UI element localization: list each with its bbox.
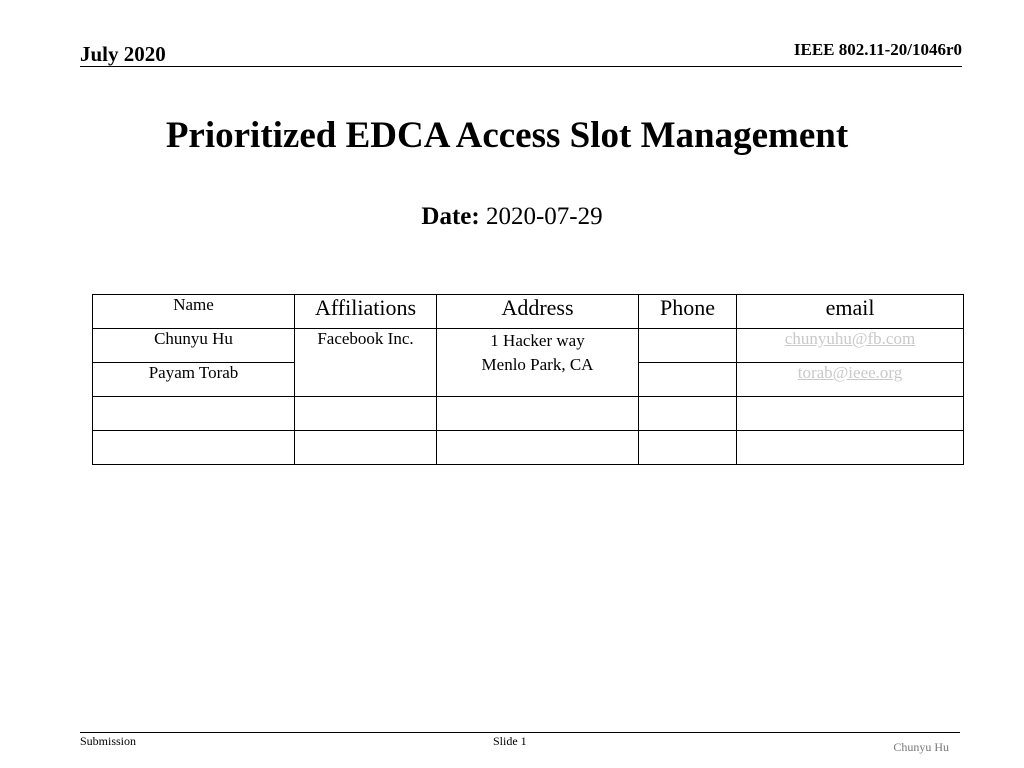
table-row	[93, 397, 964, 431]
author-email	[737, 431, 964, 465]
author-name: Chunyu Hu	[93, 329, 295, 363]
date-label: Date:	[421, 203, 480, 230]
author-address	[437, 397, 639, 431]
footer-rule	[80, 732, 960, 733]
author-affiliation: Facebook Inc.	[295, 329, 437, 397]
footer-slide-number: Slide 1	[493, 734, 527, 748]
header-date: July 2020	[80, 42, 166, 66]
header-phone: Phone	[639, 295, 737, 329]
author-email	[737, 397, 964, 431]
author-address	[437, 431, 639, 465]
header-address: Address	[437, 295, 639, 329]
header-email: email	[737, 295, 964, 329]
author-affiliation	[295, 431, 437, 465]
author-email-link[interactable]: chunyuhu@fb.com	[737, 329, 964, 363]
header-doc-id: IEEE 802.11-20/1046r0	[793, 40, 962, 59]
date-line	[0, 203, 1024, 231]
author-phone	[639, 329, 737, 363]
address-line-1: 1 Hacker way	[490, 331, 585, 350]
table-row	[93, 431, 964, 465]
footer-submission: Submission	[80, 734, 137, 748]
footer-author: Chunyu Hu	[893, 740, 949, 754]
table-header-row	[93, 295, 964, 329]
table-row	[93, 329, 964, 363]
slide-title: Prioritized EDCA Access Slot Management	[165, 115, 849, 156]
header-rule	[80, 66, 962, 67]
address-line-2: Menlo Park, CA	[481, 355, 594, 374]
author-email-link[interactable]: torab@ieee.org	[737, 363, 964, 397]
author-phone	[639, 397, 737, 431]
author-address	[437, 329, 639, 397]
header-name: Name	[93, 295, 295, 329]
author-name	[93, 431, 295, 465]
author-name	[93, 397, 295, 431]
date-value: 2020-07-29	[485, 203, 603, 230]
header-affiliations: Affiliations	[295, 295, 437, 329]
author-affiliation	[295, 397, 437, 431]
author-name: Payam Torab	[93, 363, 295, 397]
authors-table	[92, 294, 964, 465]
author-phone	[639, 363, 737, 397]
author-phone	[639, 431, 737, 465]
